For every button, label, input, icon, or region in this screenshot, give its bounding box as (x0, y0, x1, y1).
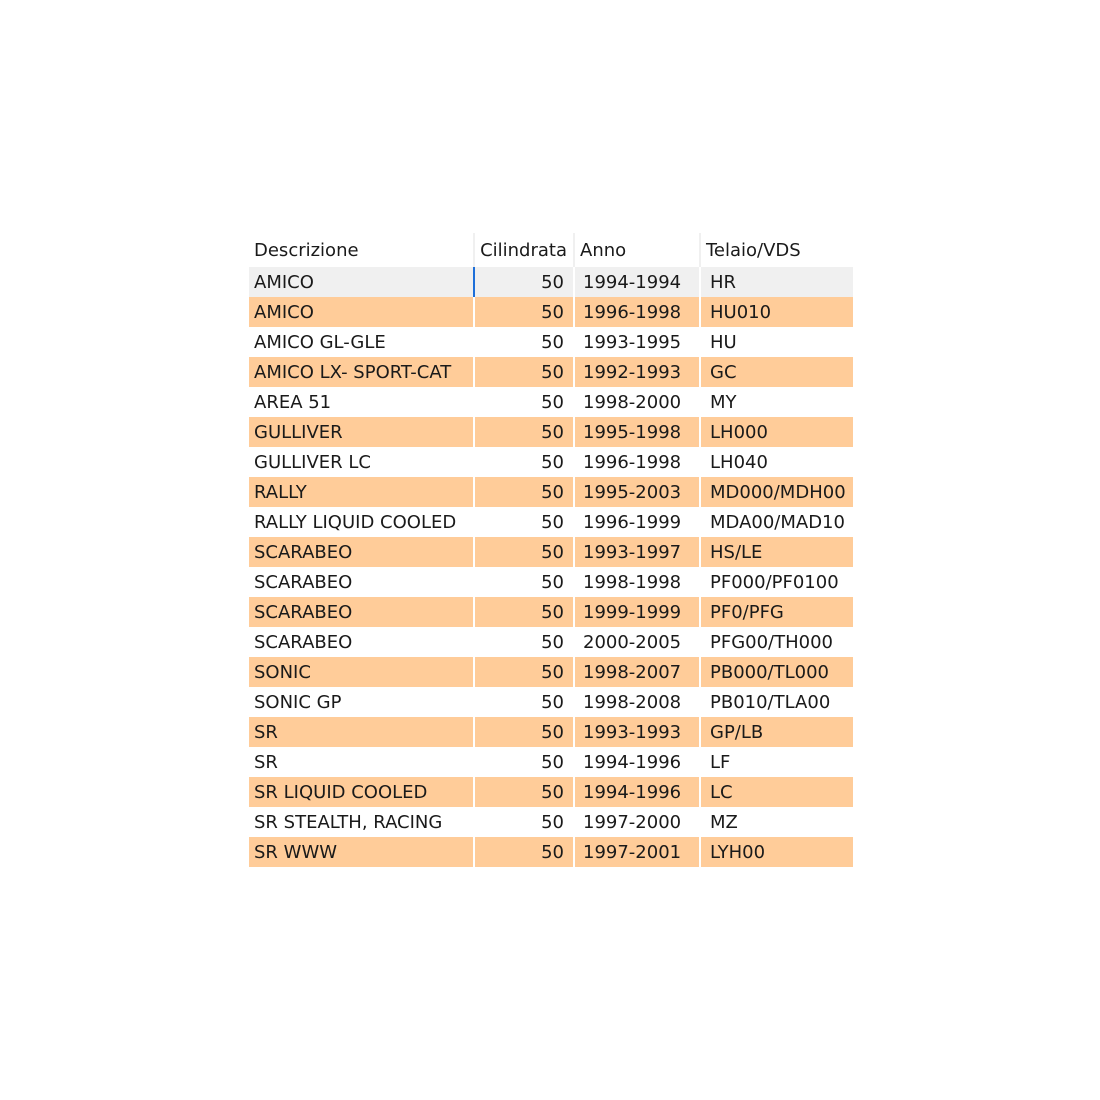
cell-anno[interactable]: 1997-2000 (574, 807, 700, 837)
table-row[interactable] (249, 627, 853, 657)
table-row[interactable] (249, 387, 853, 417)
cell-telaio-vds[interactable]: HU010 (700, 297, 853, 327)
cell-telaio-vds[interactable]: MY (700, 387, 853, 417)
cell-descrizione[interactable]: SR (249, 717, 474, 747)
table-row[interactable] (249, 747, 853, 777)
cell-cilindrata[interactable]: 50 (474, 417, 574, 447)
column-header-anno[interactable]: Anno (574, 233, 700, 267)
table-row[interactable] (249, 477, 853, 507)
cell-cilindrata[interactable]: 50 (474, 687, 574, 717)
table-row[interactable] (249, 507, 853, 537)
table-row[interactable] (249, 357, 853, 387)
cell-anno[interactable]: 1995-2003 (574, 477, 700, 507)
cell-cilindrata[interactable]: 50 (474, 807, 574, 837)
cell-cilindrata[interactable]: 50 (474, 267, 574, 297)
cell-anno[interactable]: 1992-1993 (574, 357, 700, 387)
cell-cilindrata[interactable]: 50 (474, 327, 574, 357)
cell-telaio-vds[interactable]: HU (700, 327, 853, 357)
cell-telaio-vds[interactable]: MDA00/MAD10 (700, 507, 853, 537)
cell-anno[interactable]: 2000-2005 (574, 627, 700, 657)
cell-telaio-vds[interactable]: HR (700, 267, 853, 297)
cell-descrizione[interactable]: SR WWW (249, 837, 474, 867)
cell-cilindrata[interactable]: 50 (474, 597, 574, 627)
table-row[interactable] (249, 837, 853, 867)
table-row[interactable] (249, 777, 853, 807)
cell-descrizione[interactable]: SONIC (249, 657, 474, 687)
table-row[interactable] (249, 597, 853, 627)
cell-telaio-vds[interactable]: GP/LB (700, 717, 853, 747)
cell-cilindrata[interactable]: 50 (474, 447, 574, 477)
cell-anno[interactable]: 1998-2007 (574, 657, 700, 687)
table-row[interactable] (249, 447, 853, 477)
cell-telaio-vds[interactable]: LYH00 (700, 837, 853, 867)
cell-telaio-vds[interactable]: LC (700, 777, 853, 807)
table-row[interactable] (249, 417, 853, 447)
table-row[interactable] (249, 297, 853, 327)
cell-anno[interactable]: 1998-2000 (574, 387, 700, 417)
cell-descrizione[interactable]: SCARABEO (249, 627, 474, 657)
cell-anno[interactable]: 1995-1998 (574, 417, 700, 447)
table-row[interactable] (249, 567, 853, 597)
cell-anno[interactable]: 1994-1996 (574, 777, 700, 807)
cell-descrizione[interactable]: AMICO LX- SPORT-CAT (249, 357, 474, 387)
cell-telaio-vds[interactable]: HS/LE (700, 537, 853, 567)
cell-anno[interactable]: 1993-1997 (574, 537, 700, 567)
cell-telaio-vds[interactable]: PB000/TL000 (700, 657, 853, 687)
cell-cilindrata[interactable]: 50 (474, 777, 574, 807)
cell-descrizione[interactable]: GULLIVER LC (249, 447, 474, 477)
cell-telaio-vds[interactable]: MZ (700, 807, 853, 837)
cell-anno[interactable]: 1993-1995 (574, 327, 700, 357)
column-header-cilindrata[interactable]: Cilindrata (474, 233, 574, 267)
cell-anno[interactable]: 1994-1996 (574, 747, 700, 777)
cell-anno[interactable]: 1996-1998 (574, 447, 700, 477)
cell-telaio-vds[interactable]: LH000 (700, 417, 853, 447)
cell-telaio-vds[interactable]: PF0/PFG (700, 597, 853, 627)
vehicle-table (249, 233, 853, 867)
cell-cilindrata[interactable]: 50 (474, 717, 574, 747)
column-header-telaio-vds[interactable]: Telaio/VDS (700, 233, 853, 267)
data-grid (249, 233, 853, 867)
table-row[interactable] (249, 807, 853, 837)
cell-telaio-vds[interactable]: MD000/MDH00 (700, 477, 853, 507)
cell-anno[interactable]: 1996-1999 (574, 507, 700, 537)
table-row[interactable] (249, 687, 853, 717)
cell-cilindrata[interactable]: 50 (474, 657, 574, 687)
cell-descrizione[interactable]: SR LIQUID COOLED (249, 777, 474, 807)
table-body (249, 267, 853, 867)
cell-anno[interactable]: 1993-1993 (574, 717, 700, 747)
cell-descrizione[interactable]: GULLIVER (249, 417, 474, 447)
cell-descrizione[interactable]: SR (249, 747, 474, 777)
cell-cilindrata[interactable]: 50 (474, 627, 574, 657)
column-header-descrizione[interactable]: Descrizione (249, 233, 474, 267)
header-row (249, 233, 853, 267)
cell-anno[interactable]: 1996-1998 (574, 297, 700, 327)
table-row[interactable] (249, 537, 853, 567)
cell-cilindrata[interactable]: 50 (474, 477, 574, 507)
cell-anno[interactable]: 1998-2008 (574, 687, 700, 717)
cell-anno[interactable]: 1994-1994 (574, 267, 700, 297)
cell-anno[interactable]: 1998-1998 (574, 567, 700, 597)
table-row[interactable] (249, 717, 853, 747)
cell-descrizione[interactable]: SCARABEO (249, 537, 474, 567)
cell-cilindrata[interactable]: 50 (474, 297, 574, 327)
cell-cilindrata[interactable]: 50 (474, 537, 574, 567)
cell-telaio-vds[interactable]: PFG00/TH000 (700, 627, 853, 657)
cell-telaio-vds[interactable]: GC (700, 357, 853, 387)
cell-anno[interactable]: 1997-2001 (574, 837, 700, 867)
cell-descrizione[interactable]: SONIC GP (249, 687, 474, 717)
cell-descrizione[interactable]: SCARABEO (249, 597, 474, 627)
cell-descrizione[interactable]: AREA 51 (249, 387, 474, 417)
cell-cilindrata[interactable]: 50 (474, 567, 574, 597)
cell-descrizione[interactable]: AMICO (249, 267, 474, 297)
cell-cilindrata[interactable]: 50 (474, 837, 574, 867)
cell-descrizione[interactable]: AMICO GL-GLE (249, 327, 474, 357)
table-row[interactable] (249, 327, 853, 357)
cell-anno[interactable]: 1999-1999 (574, 597, 700, 627)
table-row[interactable] (249, 657, 853, 687)
cell-cilindrata[interactable]: 50 (474, 747, 574, 777)
cell-cilindrata[interactable]: 50 (474, 387, 574, 417)
table-row[interactable] (249, 267, 853, 297)
cell-telaio-vds[interactable]: LF (700, 747, 853, 777)
cell-descrizione[interactable]: SCARABEO (249, 567, 474, 597)
cell-descrizione[interactable]: SR STEALTH, RACING (249, 807, 474, 837)
cell-telaio-vds[interactable]: PF000/PF0100 (700, 567, 853, 597)
cell-descrizione[interactable]: RALLY LIQUID COOLED (249, 507, 474, 537)
cell-telaio-vds[interactable]: LH040 (700, 447, 853, 477)
cell-cilindrata[interactable]: 50 (474, 507, 574, 537)
cell-telaio-vds[interactable]: PB010/TLA00 (700, 687, 853, 717)
cell-descrizione[interactable]: RALLY (249, 477, 474, 507)
cell-descrizione[interactable]: AMICO (249, 297, 474, 327)
cell-cilindrata[interactable]: 50 (474, 357, 574, 387)
